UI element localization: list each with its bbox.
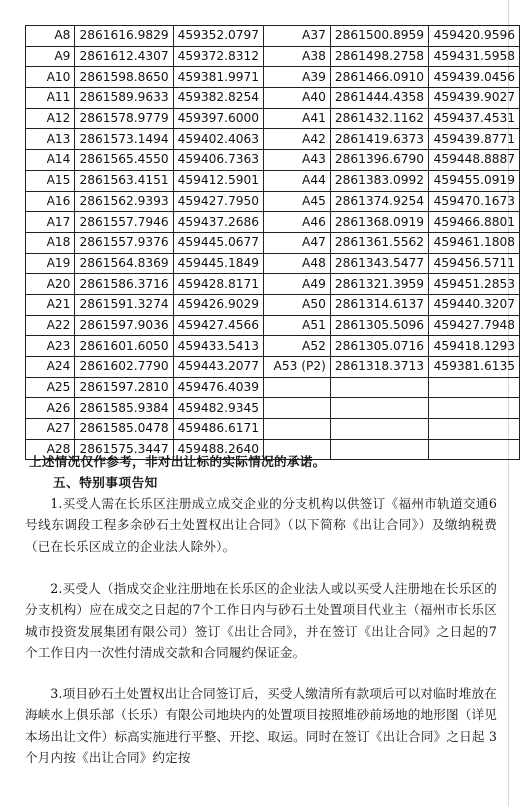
point-id-right: A52: [264, 336, 331, 357]
x-coordinate-right: 2861444.4358: [330, 88, 428, 109]
x-coordinate-left: 2861585.0478: [75, 419, 173, 440]
coordinate-table: [25, 25, 520, 460]
x-coordinate-left: 2861589.9633: [75, 88, 173, 109]
x-coordinate-left: 2861586.3716: [75, 274, 173, 295]
point-id-left: A20: [26, 274, 75, 295]
x-coordinate-left: 2861602.7790: [75, 357, 173, 378]
x-coordinate-left: 2861597.2810: [75, 377, 173, 398]
point-id-right: [264, 419, 331, 440]
point-id-left: A8: [26, 26, 75, 47]
x-coordinate-left: 2861616.9829: [75, 26, 173, 47]
y-coordinate-right: 459431.5958: [429, 46, 520, 67]
x-coordinate-right: [330, 377, 428, 398]
point-id-left: A13: [26, 129, 75, 150]
x-coordinate-right: 2861318.3713: [330, 357, 428, 378]
y-coordinate-right: 459439.9027: [429, 88, 520, 109]
table-row: [26, 46, 520, 67]
y-coordinate-left: 459406.7363: [173, 150, 263, 171]
point-id-right: A50: [264, 294, 331, 315]
y-coordinate-right: 459461.1808: [429, 232, 520, 253]
y-coordinate-left: 459445.1849: [173, 253, 263, 274]
x-coordinate-right: 2861321.3959: [330, 274, 428, 295]
y-coordinate-left: 459372.8312: [173, 46, 263, 67]
x-coordinate-left: 2861578.9779: [75, 108, 173, 129]
y-coordinate-right: 459439.8771: [429, 129, 520, 150]
x-coordinate-right: [330, 419, 428, 440]
y-coordinate-left: 459482.9345: [173, 398, 263, 419]
point-id-left: A21: [26, 294, 75, 315]
y-coordinate-left: 459428.8171: [173, 274, 263, 295]
point-id-right: A48: [264, 253, 331, 274]
y-coordinate-left: 459381.9971: [173, 67, 263, 88]
y-coordinate-left: 459433.5413: [173, 336, 263, 357]
table-row: [26, 357, 520, 378]
point-id-right: A43: [264, 150, 331, 171]
x-coordinate-right: 2861343.5477: [330, 253, 428, 274]
y-coordinate-right: 459456.5711: [429, 253, 520, 274]
x-coordinate-left: 2861591.3274: [75, 294, 173, 315]
table-row: [26, 398, 520, 419]
x-coordinate-left: 2861557.9376: [75, 232, 173, 253]
point-id-left: A9: [26, 46, 75, 67]
x-coordinate-left: 2861562.9393: [75, 191, 173, 212]
point-id-right: [264, 377, 331, 398]
paragraph-2: 2.买受人（指成交企业注册地在长乐区的企业法人或以买受人注册地在长乐区的分支机构）应在成交之日起的7个工作日内与砂石土处置项目代业主（福州市长乐区城市投资发展集团有限公司）签订《出让合同》，并在签订《出让合同》之日起的7个工作日内一次性付清成交款和合同履约保证金。: [25, 581, 497, 660]
table-row: [26, 336, 520, 357]
point-id-left: A15: [26, 170, 75, 191]
y-coordinate-right: 459440.3207: [429, 294, 520, 315]
x-coordinate-right: 2861383.0992: [330, 170, 428, 191]
x-coordinate-right: 2861432.1162: [330, 108, 428, 129]
x-coordinate-right: 2861374.9254: [330, 191, 428, 212]
coordinate-table-body: [26, 26, 520, 460]
y-coordinate-left: 459426.9029: [173, 294, 263, 315]
point-id-left: A23: [26, 336, 75, 357]
x-coordinate-left: 2861598.8650: [75, 67, 173, 88]
table-row: [26, 67, 520, 88]
table-row: [26, 253, 520, 274]
y-coordinate-right: 459420.9596: [429, 26, 520, 47]
y-coordinate-right: 459451.2853: [429, 274, 520, 295]
y-coordinate-right: 459470.1673: [429, 191, 520, 212]
point-id-left: A26: [26, 398, 75, 419]
point-id-right: A45: [264, 191, 331, 212]
y-coordinate-left: 459437.2686: [173, 212, 263, 233]
point-id-right: A53 (P2): [264, 357, 331, 378]
x-coordinate-right: 2861466.0910: [330, 67, 428, 88]
y-coordinate-right: [429, 377, 520, 398]
y-coordinate-left: 459402.4063: [173, 129, 263, 150]
point-id-left: A14: [26, 150, 75, 171]
x-coordinate-right: 2861314.6137: [330, 294, 428, 315]
x-coordinate-left: 2861564.8369: [75, 253, 173, 274]
x-coordinate-right: 2861498.2758: [330, 46, 428, 67]
point-id-left: A12: [26, 108, 75, 129]
y-coordinate-left: 459486.6171: [173, 419, 263, 440]
table-row: [26, 232, 520, 253]
y-coordinate-left: 459476.4039: [173, 377, 263, 398]
y-coordinate-right: 459437.4531: [429, 108, 520, 129]
point-id-left: A16: [26, 191, 75, 212]
table-row: [26, 419, 520, 440]
section-heading: 五、特别事项告知: [53, 475, 158, 490]
point-id-right: [264, 398, 331, 419]
point-id-right: A39: [264, 67, 331, 88]
point-id-right: A40: [264, 88, 331, 109]
y-coordinate-left: 459427.7950: [173, 191, 263, 212]
table-row: [26, 294, 520, 315]
y-coordinate-right: [429, 398, 520, 419]
x-coordinate-right: 2861305.5096: [330, 315, 428, 336]
point-id-left: A17: [26, 212, 75, 233]
point-id-left: A19: [26, 253, 75, 274]
y-coordinate-left: 459412.5901: [173, 170, 263, 191]
table-row: [26, 108, 520, 129]
point-id-right: A46: [264, 212, 331, 233]
point-id-left: A22: [26, 315, 75, 336]
y-coordinate-left: 459445.0677: [173, 232, 263, 253]
y-coordinate-left: 459488.2640: [173, 439, 263, 460]
table-row: [26, 191, 520, 212]
point-id-right: A38: [264, 46, 331, 67]
table-row: [26, 274, 520, 295]
x-coordinate-right: 2861419.6373: [330, 129, 428, 150]
y-coordinate-right: 459381.6135: [429, 357, 520, 378]
paragraph-1: 1.买受人需在长乐区注册成立成交企业的分支机构以供签订《福州市轨道交通6号线东调段工程多余砂石土处置权出让合同》（以下简称《出让合同》）及缴纳税费（已在长乐区成立的企业法人除外）。: [25, 496, 497, 554]
table-row: [26, 88, 520, 109]
y-coordinate-right: 459427.7948: [429, 315, 520, 336]
point-id-left: A28: [26, 439, 75, 460]
y-coordinate-right: 459418.1293: [429, 336, 520, 357]
x-coordinate-left: 2861557.7946: [75, 212, 173, 233]
paragraph-3: 3.项目砂石土处置权出让合同签订后，买受人缴清所有款项后可以对临时堆放在海峡水上俱乐部（长乐）有限公司地块内的处置项目按照堆砂前场地的地形图（详见本场出让文件）标高实施进行平整、开挖、取运。同时在签订《出让合同》之日起 3个月内按《出让合同》约定按: [25, 686, 497, 765]
y-coordinate-left: 459352.0797: [173, 26, 263, 47]
point-id-right: A47: [264, 232, 331, 253]
y-coordinate-right: 459439.0456: [429, 67, 520, 88]
point-id-right: A42: [264, 129, 331, 150]
x-coordinate-left: 2861585.9384: [75, 398, 173, 419]
point-id-left: A11: [26, 88, 75, 109]
x-coordinate-left: 2861575.3447: [75, 439, 173, 460]
table-row: [26, 377, 520, 398]
x-coordinate-left: 2861565.4550: [75, 150, 173, 171]
point-id-left: A27: [26, 419, 75, 440]
table-row: [26, 170, 520, 191]
x-coordinate-left: 2861601.6050: [75, 336, 173, 357]
table-row: [26, 315, 520, 336]
point-id-left: A25: [26, 377, 75, 398]
point-id-right: A44: [264, 170, 331, 191]
point-id-left: A24: [26, 357, 75, 378]
table-row: [26, 129, 520, 150]
point-id-left: A10: [26, 67, 75, 88]
x-coordinate-right: 2861396.6790: [330, 150, 428, 171]
y-coordinate-right: 459448.8887: [429, 150, 520, 171]
disclaimer-text: 上述情况仅作参考，非对出让标的实际情况的承诺。: [29, 454, 326, 469]
x-coordinate-right: 2861368.0919: [330, 212, 428, 233]
x-coordinate-left: 2861612.4307: [75, 46, 173, 67]
table-row: [26, 26, 520, 47]
y-coordinate-right: 459455.0919: [429, 170, 520, 191]
y-coordinate-left: 459443.2077: [173, 357, 263, 378]
y-coordinate-right: 459466.8801: [429, 212, 520, 233]
point-id-right: A49: [264, 274, 331, 295]
x-coordinate-right: 2861500.8959: [330, 26, 428, 47]
y-coordinate-left: 459382.8254: [173, 88, 263, 109]
x-coordinate-right: 2861305.0716: [330, 336, 428, 357]
point-id-right: A41: [264, 108, 331, 129]
point-id-right: A51: [264, 315, 331, 336]
x-coordinate-left: 2861597.9036: [75, 315, 173, 336]
y-coordinate-left: 459397.6000: [173, 108, 263, 129]
table-row: [26, 150, 520, 171]
x-coordinate-right: 2861361.5562: [330, 232, 428, 253]
point-id-right: A37: [264, 26, 331, 47]
table-row: [26, 212, 520, 233]
point-id-left: A18: [26, 232, 75, 253]
x-coordinate-left: 2861573.1494: [75, 129, 173, 150]
y-coordinate-right: [429, 419, 520, 440]
x-coordinate-left: 2861563.4151: [75, 170, 173, 191]
x-coordinate-right: [330, 398, 428, 419]
y-coordinate-left: 459427.4566: [173, 315, 263, 336]
